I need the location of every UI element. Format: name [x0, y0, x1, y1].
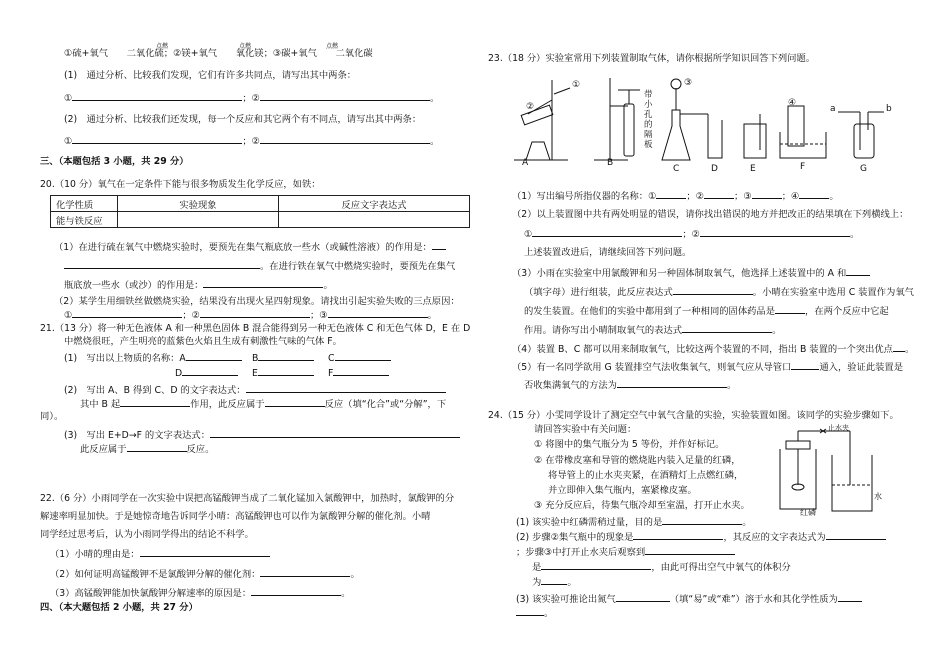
apparatus-label-e: E [750, 164, 756, 174]
answer-blank[interactable] [265, 397, 325, 407]
question-21-a: 21.（13 分）将一种无色液体 A 和一种黑色固体 B 混合能得到另一种无色液体 C 和无色气体 D，E 在 D [40, 323, 471, 334]
question-23-4: （4）装置 B、C 都可以用来制取氧气，比较这两个装置的不同，指出 B 装置的一个突出优点 。 [512, 344, 915, 355]
answer-blank[interactable] [516, 606, 544, 616]
q21-blank-b: B [252, 351, 314, 365]
answer-blank[interactable] [791, 360, 819, 370]
apparatus-figure [508, 70, 908, 180]
answer-blank[interactable] [328, 308, 428, 318]
answer-blank[interactable] [72, 91, 242, 101]
section-3-heading: 三、（本题包括 3 小题，共 29 分） [40, 156, 189, 167]
apparatus-label-a: A [522, 158, 529, 168]
question-24-intro: 请回答实验中有关问题： [534, 424, 637, 435]
answer-blank[interactable] [826, 530, 886, 540]
answer-blank[interactable] [682, 323, 772, 333]
apparatus-label-b: B [607, 158, 614, 168]
oxygen-experiment-drawing [772, 425, 882, 520]
question-24-3: (3) 该实验可推论出氮气 （填“易”或“难”）溶于水和其化学性质为 [516, 592, 862, 606]
question-24-title: 24.（15 分）小雯同学设计了测定空气中氧气含量的实验，实验装置如图。该同学的实验步骤如下。 [488, 410, 899, 421]
question-21-3b: 此反应属于 反应。 [80, 444, 215, 455]
q21-blank-e: E [252, 366, 314, 380]
table-header: 实验现象 [118, 196, 279, 212]
apparatus-g-port-a: a [830, 104, 836, 114]
reaction-list: ①硫+氧气 二氧化硫；②镁+氧气 氧化镁；③碳+氧气 二氧化碳 [64, 48, 373, 59]
answer-blank[interactable] [662, 515, 742, 525]
red-phosphorus-label: 红磷 [800, 508, 816, 517]
question-20-2-answers: ① ；② ；③ 。 [64, 310, 437, 321]
answer-blank[interactable] [752, 189, 782, 199]
table-header: 化学性质 [51, 196, 118, 212]
question-24-2d: 是 ，由此可得出空气中氧气的体积分 [532, 562, 791, 573]
answer-blank[interactable] [258, 351, 314, 361]
question-22-1: （1）小晴的理由是： [50, 547, 270, 561]
clip-label: 止水夹 [828, 424, 849, 432]
question-23-3b: （填字母）进行组装，此反应表达式 。小晴在实验室中选用 C 装置作为氧气 [524, 287, 914, 298]
answer-blank[interactable] [333, 366, 389, 376]
question-24-3c: 。 [516, 606, 553, 620]
q24-step-1: ① 将图中的集气瓶分为 5 等份，并作好标记。 [534, 439, 725, 450]
answer-blank[interactable] [532, 227, 682, 237]
answer-blank[interactable] [182, 366, 238, 376]
apparatus-label-f: F [800, 162, 806, 172]
apparatus-number-4: ④ [788, 98, 797, 108]
question-21-2b: 其中 B 起 作用，此反应属于 反应（填“化合”或“分解”，下 [80, 399, 447, 410]
question-23-2d: 上述装置改进后，请继续回答下列问题。 [524, 247, 692, 258]
answer-blank[interactable] [200, 308, 310, 318]
question-24-2c: ；步骤③中打开止水夹后观察到 [516, 545, 735, 559]
answer-blank[interactable] [186, 351, 242, 361]
answer-blank[interactable] [704, 189, 734, 199]
question-24-2: (2) 步骤②集气瓶中的现象是 ，其反应的文字表达式为 [516, 530, 886, 544]
svg-text:点燃: 点燃 [239, 43, 252, 49]
answer-blank[interactable] [799, 189, 829, 199]
question-23-1: （1）写出编号所指仪器的名称：① ；② ；③ ；④ 。 [512, 191, 839, 202]
svg-text:点燃: 点燃 [156, 43, 169, 49]
question-23-2-answers: ① ；② 。 [524, 229, 860, 240]
answer-blank[interactable] [260, 91, 430, 101]
q24-step-2a: ② 在带橡皮塞和导管的燃烧匙内装入足量的红磷， [534, 455, 741, 466]
section-4-heading: 四、（本大题包括 2 小题，共 27 分） [40, 602, 198, 613]
question-23-3f: 作用。请你写出小晴制取氧气的表达式 。 [524, 325, 782, 336]
question-23-2: （2）以上装置图中共有两处明显的错误，请你找出错误的地方并把改正的结果填在下列横线上： [512, 209, 909, 220]
answer-blank[interactable] [893, 342, 905, 352]
question-21-b: 中燃烧很旺，产生明亮的蓝紫色火焰且生成有刺激性气味的气体 F。 [64, 336, 342, 347]
question-20-1b: 。在进行铁在氧气中燃烧实验时，要预先在集气 [64, 259, 455, 273]
answer-blank[interactable] [246, 383, 446, 393]
answer-blank[interactable] [127, 442, 187, 452]
answer-line-19-2: ① ；② 。 [64, 136, 440, 147]
table-cell-answer[interactable] [279, 212, 470, 228]
q21-blank-c: C [328, 351, 391, 365]
question-20-title: 20.（10 分）氧气在一定条件下能与很多物质发生化学反应，如铁： [40, 179, 321, 190]
answer-blank[interactable] [251, 586, 341, 596]
answer-blank[interactable] [64, 259, 260, 269]
answer-blank[interactable] [541, 560, 651, 570]
question-23-5c: 否收集满氧气的方法为 。 [524, 380, 737, 391]
apparatus-label-d: D [711, 164, 718, 174]
answer-blank[interactable] [432, 240, 446, 250]
q24-step-3: ③ 充分反应后，待集气瓶冷却至室温，打开止水夹。 [534, 500, 750, 511]
question-23-title: 23.（18 分）实验室常用下列装置制取气体，请你根据所学知识回答下列问题。 [488, 53, 816, 64]
answer-blank[interactable] [633, 530, 723, 540]
answer-blank[interactable] [210, 428, 460, 438]
answer-blank[interactable] [72, 308, 182, 318]
answer-blank[interactable] [846, 266, 870, 276]
table-header: 反应文字表达式 [279, 196, 470, 212]
apparatus-label-c: C [673, 164, 680, 174]
question-24-2f: 为 。 [532, 577, 577, 588]
answer-blank[interactable] [335, 351, 391, 361]
q24-step-2b: 将导管上的止水夹夹紧，在酒精灯上点燃红磷， [548, 470, 744, 481]
question-20-1c: 瓶底放一些水（或沙）的作用是： 。 [64, 280, 333, 291]
oxygen-experiment-figure [772, 425, 882, 520]
question-22-3: （3）高锰酸钾能加快氯酸钾分解速率的原因是： 。 [50, 588, 351, 599]
table-cell-answer[interactable] [118, 212, 279, 228]
question-22-a: 22.（6 分）小雨同学在一次实验中误把高锰酸钾当成了二氧化锰加入氯酸钾中，加热时，氯酸钾的分 [40, 493, 455, 504]
answer-blank[interactable] [120, 397, 190, 407]
answer-blank[interactable] [617, 378, 727, 388]
question-23-3d: 的发生装置。在他们的实验中都用到了一种相同的固体药品是 ，在两个反应中它起 [524, 306, 889, 317]
apparatus-drawing [508, 70, 908, 180]
question-22-2: （2）如何证明高锰酸钾不是氯酸钾分解的催化剂： 。 [50, 569, 360, 580]
apparatus-number-2: ② [526, 102, 535, 112]
answer-blank[interactable] [260, 134, 430, 144]
answer-blank[interactable] [616, 592, 670, 602]
table-cell: 能与铁反应 [51, 212, 118, 228]
question-21-1: (1) 写出以上物质的名称：A [64, 351, 242, 365]
water-label: 水 [874, 492, 882, 501]
answer-blank[interactable] [673, 285, 753, 295]
q24-step-2c: 并立即伸入集气瓶内，塞紧橡皮塞。 [548, 485, 697, 496]
question-20-2: （2）某学生用细铁丝做燃烧实验，结果没有出现火星四射现象。请找出引起实验失败的三点原因： [54, 296, 460, 307]
q21-blank-d: D [175, 366, 238, 380]
answer-blank[interactable] [203, 278, 323, 288]
question-23-3: （3）小雨在实验室中用氯酸钾和另一种固体制取氧气，他选择上述装置中的 A 和 [512, 266, 870, 280]
apparatus-number-3: ③ [684, 78, 693, 88]
answer-blank[interactable] [656, 189, 686, 199]
answer-blank[interactable] [700, 227, 850, 237]
apparatus-label-g: G [860, 164, 867, 174]
q21-blank-f: F [328, 366, 389, 380]
question-19-1: (1) 通过分析、比较我们发现，它们有许多共同点，请写出其中两条： [64, 70, 357, 81]
question-21-2: (2) 写出 A、B 得到 C、D 的文字表达式： [64, 383, 446, 397]
question-21-2e: 同）。 [40, 411, 64, 422]
answer-blank[interactable] [838, 592, 862, 602]
svg-text:点燃: 点燃 [326, 43, 339, 49]
answer-line-19-1: ① ；② 。 [64, 93, 440, 104]
question-21-3: (3) 写出 E+D→F 的文字表达式： [64, 428, 460, 442]
apparatus-number-1: ① [572, 80, 581, 90]
answer-blank[interactable] [775, 304, 805, 314]
q20-table [50, 195, 470, 228]
apparatus-vertical-note: 带小孔的隔板 [644, 90, 653, 150]
apparatus-g-port-b: b [886, 104, 892, 114]
question-24-1: (1) 该实验中红磷需稍过量，目的是 。 [516, 517, 752, 528]
answer-blank[interactable] [645, 545, 735, 555]
question-23-5: （5）有一名同学欲用 G 装置排空气法收集氧气，则氧气应从导管口 通入，验证此装置是 [512, 362, 904, 373]
question-22-c: 同学经过思考后，认为小雨同学得出的结论不科学。 [40, 529, 254, 540]
answer-blank[interactable] [72, 134, 242, 144]
answer-blank[interactable] [258, 366, 314, 376]
answer-blank[interactable] [140, 547, 270, 557]
question-19-2: (2) 通过分析、比较我们还发现，每一个反应和其它两个有不同点，请写出其中两条： [64, 114, 422, 125]
reaction-arrow-marks [64, 41, 364, 49]
question-22-b: 解速率明显加快。于是她惊奇地告诉同学小晴：高锰酸钾也可以作为氯酸钾分解的催化剂。小晴 [40, 511, 431, 522]
answer-blank[interactable] [541, 575, 567, 585]
question-20-1: （1）在进行硫在氧气中燃烧实验时，要预先在集气瓶底放一些水（或碱性溶液）的作用是： [54, 240, 446, 254]
answer-blank[interactable] [260, 567, 350, 577]
